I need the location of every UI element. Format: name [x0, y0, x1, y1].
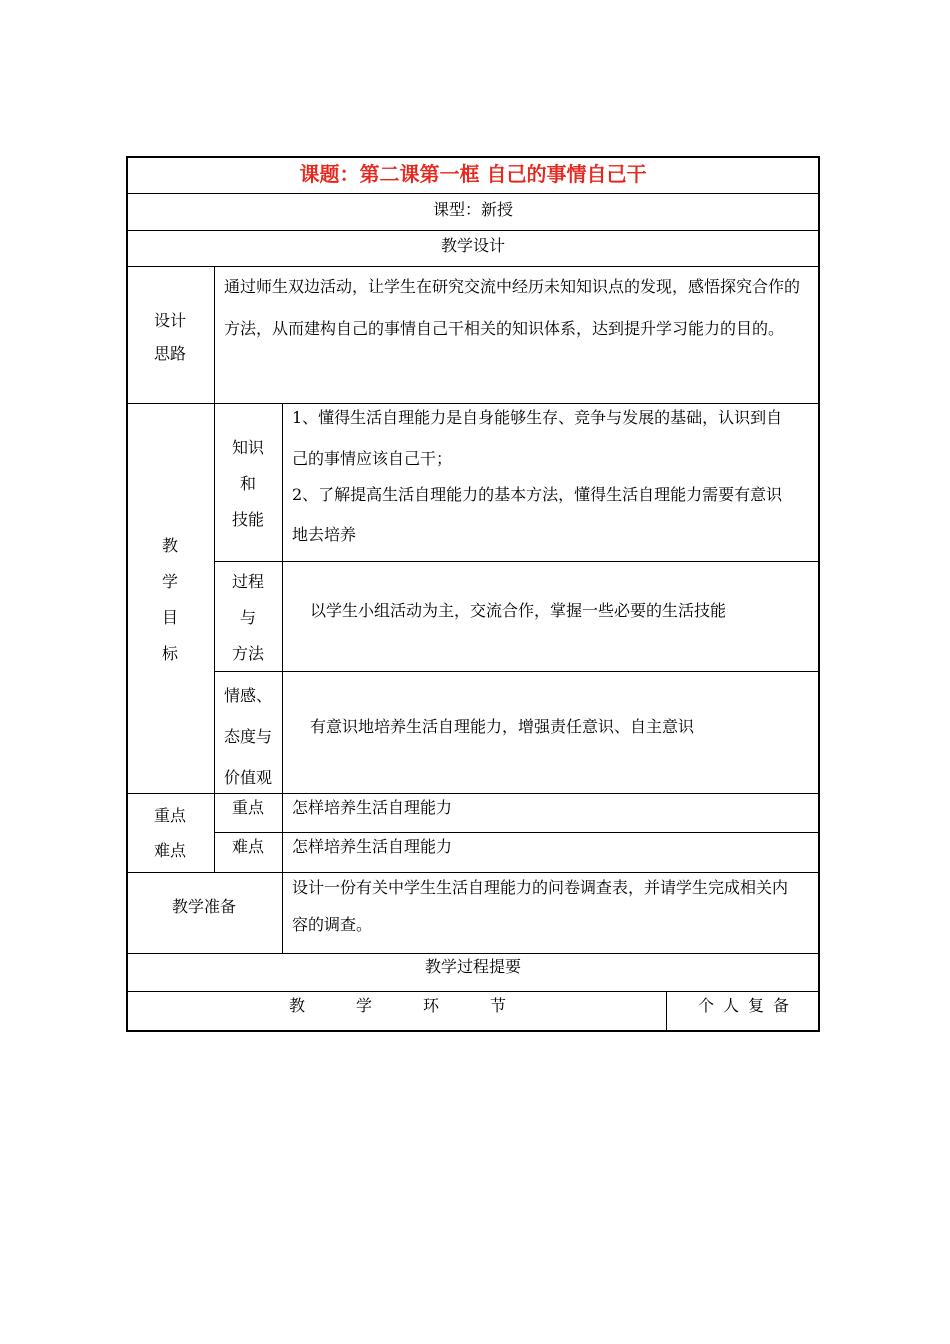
footer-personal-prep-char: 人 [723, 996, 740, 1015]
preparation-line: 设计一份有关中学生生活自理能力的问卷调查表，并请学生完成相关内 [292, 878, 789, 897]
lesson-type: 课型：新授 [432, 200, 513, 219]
row-divider [214, 561, 820, 562]
design-idea-text: 通过师生双边活动，让学生在研究交流中经历未知知识点的发现，感悟探究合作的方法，从而建构自己的事情自己干相关的知识体系，达到提升学习能力的目的。 [224, 277, 801, 338]
preparation-line: 容的调查。 [292, 915, 373, 934]
difficult-point-text: 怎样培养生活自理能力 [292, 837, 453, 856]
knowledge-line: 1、懂得生活自理能力是自身能够生存、竞争与发展的基础，认识到自 [292, 408, 783, 427]
column-divider [282, 872, 283, 953]
knowledge-line: 2、了解提高生活自理能力的基本方法，懂得生活自理能力需要有意识 [292, 485, 783, 504]
row-divider [126, 403, 820, 404]
footer-personal-prep-char: 复 [748, 996, 765, 1015]
footer-teaching-stage-char: 学 [356, 996, 373, 1015]
process-summary-heading: 教学过程提要 [424, 957, 521, 976]
knowledge-skills-label: 知识 和 技能 [231, 438, 264, 529]
footer-teaching-stage-char: 环 [423, 996, 440, 1015]
column-divider [282, 403, 283, 872]
row-divider [126, 991, 820, 992]
column-divider [666, 991, 667, 1032]
design-idea-label: 设计 思路 [153, 311, 186, 363]
difficult-point-label: 难点 [231, 837, 264, 856]
row-divider [214, 832, 820, 833]
page-title: 课题：第二课第一框 自己的事情自己干 [299, 162, 647, 186]
process-method-label: 过程 与 方法 [231, 572, 264, 663]
emotion-values-label: 情感、 态度与 价值观 [223, 686, 272, 787]
row-divider [214, 671, 820, 672]
row-divider [126, 953, 820, 954]
key-point-text: 怎样培养生活自理能力 [292, 798, 453, 817]
key-difficult-label: 重点 难点 [153, 806, 186, 860]
row-divider [126, 193, 820, 194]
row-divider [126, 230, 820, 231]
footer-personal-prep-char: 个 [698, 996, 715, 1015]
objectives-label: 教 学 目 标 [161, 536, 178, 663]
knowledge-line: 地去培养 [292, 525, 357, 544]
footer-teaching-stage-char: 教 [289, 996, 306, 1015]
process-method-text: 以学生小组活动为主，交流合作，掌握一些必要的生活技能 [310, 601, 727, 620]
footer-teaching-stage-char: 节 [490, 996, 507, 1015]
key-point-label: 重点 [231, 798, 264, 817]
knowledge-line: 己的事情应该自己干； [292, 449, 453, 468]
teaching-design-heading: 教学设计 [440, 236, 505, 255]
row-divider [126, 872, 820, 873]
preparation-label: 教学准备 [171, 897, 236, 916]
footer-personal-prep-char: 备 [773, 996, 790, 1015]
emotion-values-text: 有意识地培养生活自理能力，增强责任意识、自主意识 [310, 717, 695, 736]
column-divider [214, 266, 215, 403]
